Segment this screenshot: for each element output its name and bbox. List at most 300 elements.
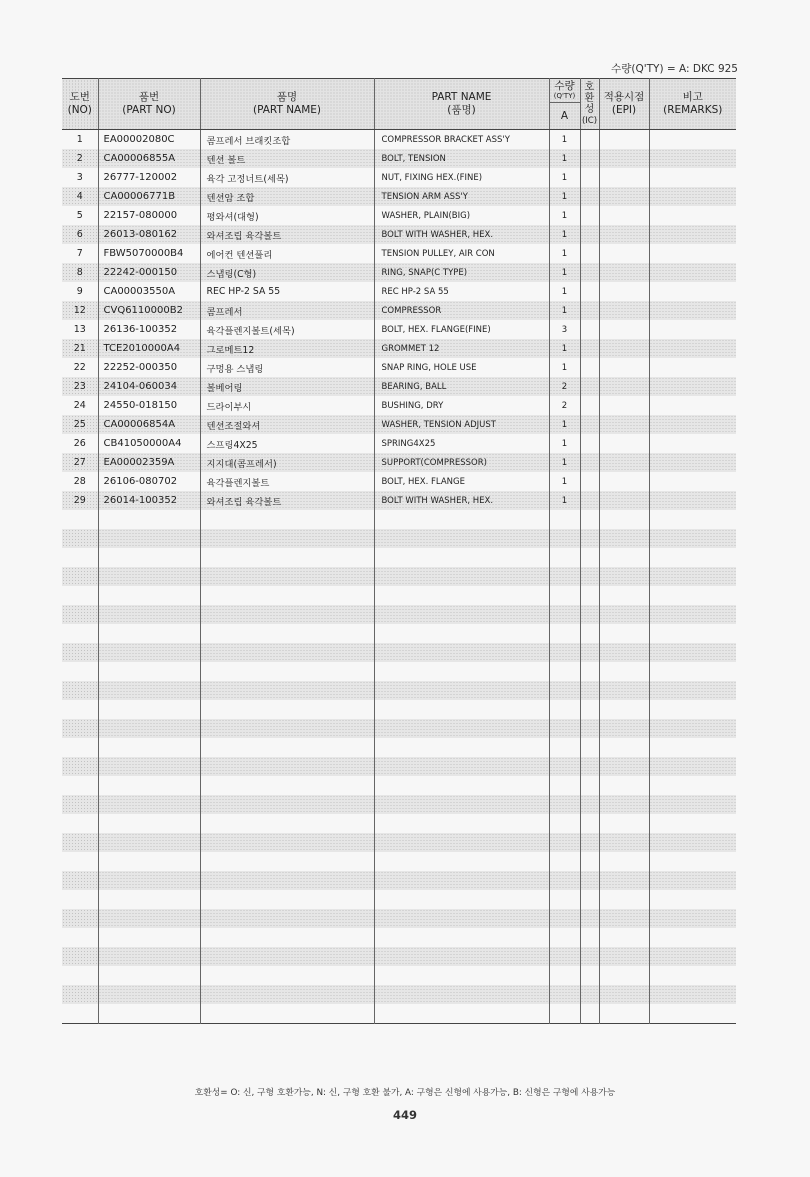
cell-ic [580, 548, 599, 567]
parts-table [62, 78, 736, 1024]
cell-epi [599, 890, 649, 909]
cell-part-name-kr [200, 871, 374, 890]
cell-part-no [98, 966, 200, 985]
cell-ic [580, 814, 599, 833]
cell-remarks [649, 510, 736, 529]
table-row [62, 453, 736, 472]
cell-remarks [649, 795, 736, 814]
cell-part-no: CA00003550A [98, 282, 200, 301]
cell-remarks [649, 833, 736, 852]
cell-part-name-kr: 스냅링(C형) [200, 263, 374, 282]
cell-part-no [98, 947, 200, 966]
cell-no: 2 [62, 149, 98, 168]
cell-part-name-en [374, 947, 549, 966]
cell-qty [549, 586, 580, 605]
table-row [62, 472, 736, 491]
cell-no [62, 662, 98, 681]
cell-part-name-kr [200, 548, 374, 567]
table-body [62, 130, 736, 1024]
cell-part-name-kr: 콤프레서 브래킷조합 [200, 130, 374, 150]
cell-part-name-en [374, 833, 549, 852]
cell-part-name-en: BOLT WITH WASHER, HEX. [374, 491, 549, 510]
cell-part-no [98, 567, 200, 586]
cell-ic [580, 434, 599, 453]
table-header [62, 79, 736, 130]
cell-part-name-kr: 지지대(콤프레서) [200, 453, 374, 472]
cell-part-no [98, 662, 200, 681]
cell-no: 9 [76, 286, 83, 297]
cell-ic [580, 472, 599, 491]
table-row [62, 548, 736, 567]
cell-part-name-en [374, 852, 549, 871]
cell-qty: 1 [549, 434, 580, 453]
cell-remarks [649, 586, 736, 605]
cell-qty: 1 [549, 149, 580, 168]
table-row [62, 339, 736, 358]
header-part-no-en: (PART NO) [122, 104, 176, 116]
cell-epi [599, 187, 649, 206]
cell-ic [580, 415, 599, 434]
cell-part-no: 26777-120002 [98, 168, 200, 187]
cell-part-name-en: BOLT, HEX. FLANGE(FINE) [374, 320, 549, 339]
cell-epi [599, 605, 649, 624]
header-epi-en: (EPI) [611, 104, 637, 116]
cell-remarks [649, 985, 736, 1004]
cell-part-name-kr [200, 852, 374, 871]
cell-no [62, 624, 98, 643]
table-row [62, 377, 736, 396]
cell-part-no: 24104-060034 [98, 377, 200, 396]
cell-part-name-kr [200, 738, 374, 757]
header-part-name-kr [200, 79, 374, 130]
cell-remarks [649, 263, 736, 282]
table-row [62, 605, 736, 624]
cell-part-name-kr [200, 1004, 374, 1024]
cell-ic [580, 586, 599, 605]
cell-no [62, 1004, 98, 1024]
cell-remarks [649, 206, 736, 225]
cell-part-name-en: BUSHING, DRY [374, 396, 549, 415]
cell-part-no [98, 605, 200, 624]
cell-remarks [649, 149, 736, 168]
cell-ic [580, 567, 599, 586]
cell-part-name-en [374, 966, 549, 985]
cell-part-no [98, 624, 200, 643]
cell-ic [580, 149, 599, 168]
cell-part-name-en: SPRING4X25 [374, 434, 549, 453]
cell-part-no: 26136-100352 [98, 320, 200, 339]
cell-ic [580, 377, 599, 396]
cell-epi [599, 149, 649, 168]
cell-part-name-en [374, 814, 549, 833]
cell-remarks [649, 358, 736, 377]
cell-no [62, 757, 98, 776]
table-row [62, 928, 736, 947]
cell-no [62, 548, 98, 567]
cell-part-no [98, 833, 200, 852]
cell-part-no: CA00006855A [98, 149, 200, 168]
cell-epi [599, 795, 649, 814]
cell-part-name-kr: 평와셔(대형) [200, 206, 374, 225]
cell-ic [580, 985, 599, 1004]
table-row [62, 947, 736, 966]
cell-remarks [649, 814, 736, 833]
cell-qty [549, 548, 580, 567]
cell-part-name-en [374, 548, 549, 567]
cell-part-no [98, 1004, 200, 1024]
cell-part-name-kr [200, 624, 374, 643]
cell-part-name-en: BOLT, TENSION [374, 149, 549, 168]
header-ic-kr: 호 환 성 [584, 81, 595, 115]
cell-part-name-kr: 와셔조립 육각볼트 [200, 491, 374, 510]
quantity-model-note: 수량(Q'TY) = A: DKC 925 [611, 63, 738, 75]
cell-epi [599, 282, 649, 301]
cell-part-no [98, 757, 200, 776]
cell-epi [599, 852, 649, 871]
cell-part-no: 24550-018150 [98, 396, 200, 415]
cell-part-name-en [374, 529, 549, 548]
cell-no: 12 [62, 301, 98, 320]
table-row [62, 244, 736, 263]
cell-ic [580, 681, 599, 700]
cell-remarks [649, 757, 736, 776]
cell-qty [549, 738, 580, 757]
header-qty-en: (Q'TY) [550, 92, 580, 103]
cell-remarks [649, 605, 736, 624]
table-row [62, 643, 736, 662]
cell-part-name-en [374, 643, 549, 662]
cell-ic [580, 795, 599, 814]
cell-qty: 1 [549, 415, 580, 434]
cell-qty: 1 [549, 358, 580, 377]
cell-part-name-kr: 그로메트12 [200, 339, 374, 358]
cell-ic [580, 358, 599, 377]
header-no-kr: 도번 [69, 91, 90, 103]
cell-part-name-kr: 육각 고정너트(세목) [200, 168, 374, 187]
cell-remarks [649, 548, 736, 567]
cell-part-name-en: RING, SNAP(C TYPE) [374, 263, 549, 282]
cell-epi [599, 719, 649, 738]
cell-no: 4 [62, 187, 98, 206]
table-row [62, 206, 736, 225]
cell-ic [580, 909, 599, 928]
cell-part-name-en [374, 719, 549, 738]
cell-part-no [98, 852, 200, 871]
table-row [62, 434, 736, 453]
cell-no [62, 966, 98, 985]
cell-part-no [98, 643, 200, 662]
cell-no [62, 681, 98, 700]
cell-epi [599, 947, 649, 966]
cell-ic [580, 529, 599, 548]
cell-epi [599, 700, 649, 719]
cell-part-name-kr [200, 567, 374, 586]
cell-no: 29 [62, 491, 98, 510]
cell-remarks [649, 681, 736, 700]
cell-ic [580, 339, 599, 358]
cell-part-name-en: WASHER, TENSION ADJUST [374, 415, 549, 434]
cell-qty [549, 681, 580, 700]
cell-epi [599, 662, 649, 681]
cell-ic [580, 244, 599, 263]
cell-ic [580, 757, 599, 776]
cell-epi [599, 624, 649, 643]
table-row [62, 985, 736, 1004]
cell-part-no [98, 814, 200, 833]
cell-epi [599, 586, 649, 605]
cell-epi [599, 681, 649, 700]
cell-part-no [98, 776, 200, 795]
cell-part-name-en: SNAP RING, HOLE USE [374, 358, 549, 377]
cell-ic [580, 624, 599, 643]
cell-remarks [649, 301, 736, 320]
cell-no [62, 833, 98, 852]
cell-part-name-en [374, 700, 549, 719]
table-row [62, 700, 736, 719]
cell-part-name-kr: 콤프레서 [200, 301, 374, 320]
cell-part-name-en: WASHER, PLAIN(BIG) [374, 206, 549, 225]
cell-part-name-en [374, 662, 549, 681]
cell-part-name-en [374, 985, 549, 1004]
cell-qty [549, 833, 580, 852]
table-row [62, 757, 736, 776]
cell-part-name-en [374, 738, 549, 757]
cell-ic [580, 605, 599, 624]
cell-remarks [649, 662, 736, 681]
cell-part-name-kr [200, 529, 374, 548]
cell-epi [599, 871, 649, 890]
cell-part-name-kr [200, 662, 374, 681]
table-row [62, 966, 736, 985]
table-row [62, 225, 736, 244]
cell-remarks [649, 244, 736, 263]
cell-no: 8 [62, 263, 98, 282]
table-row [62, 624, 736, 643]
header-ic [580, 79, 599, 130]
cell-qty [549, 700, 580, 719]
cell-no [62, 586, 98, 605]
cell-remarks [649, 339, 736, 358]
cell-part-name-en [374, 605, 549, 624]
cell-qty [549, 757, 580, 776]
cell-remarks [649, 966, 736, 985]
cell-qty [549, 985, 580, 1004]
cell-part-no: TCE2010000A4 [98, 339, 200, 358]
cell-part-name-kr [200, 947, 374, 966]
cell-remarks [649, 909, 736, 928]
cell-part-name-en [374, 757, 549, 776]
table-row [62, 130, 736, 150]
cell-epi [599, 643, 649, 662]
cell-part-no [98, 928, 200, 947]
cell-remarks [649, 396, 736, 415]
cell-ic [580, 282, 599, 301]
cell-part-name-kr [200, 966, 374, 985]
cell-part-name-kr [200, 776, 374, 795]
cell-ic [580, 871, 599, 890]
cell-part-no: 26106-080702 [98, 472, 200, 491]
cell-no: 6 [62, 225, 98, 244]
cell-part-name-kr [200, 814, 374, 833]
header-ic-en: (IC) [581, 115, 598, 126]
cell-ic [580, 301, 599, 320]
table-row [62, 301, 736, 320]
cell-part-name-kr [200, 928, 374, 947]
header-kname-kr: 품명 [276, 91, 298, 103]
cell-qty: 1 [549, 206, 580, 225]
cell-qty: 1 [549, 263, 580, 282]
header-no [62, 79, 98, 130]
cell-part-no [98, 890, 200, 909]
cell-remarks [649, 225, 736, 244]
cell-epi [599, 814, 649, 833]
cell-no [62, 795, 98, 814]
table-row [62, 567, 736, 586]
cell-epi [599, 1004, 649, 1024]
cell-epi [599, 529, 649, 548]
cell-qty [549, 909, 580, 928]
table-row [62, 890, 736, 909]
cell-remarks [649, 1004, 736, 1024]
header-part-no-kr: 품번 [138, 91, 160, 103]
cell-epi [599, 453, 649, 472]
cell-qty [549, 529, 580, 548]
cell-no: 1 [76, 134, 83, 145]
cell-epi [599, 757, 649, 776]
cell-qty [549, 567, 580, 586]
cell-ic [580, 738, 599, 757]
cell-epi [599, 966, 649, 985]
cell-epi [599, 320, 649, 339]
table-row [62, 1004, 736, 1024]
cell-part-no: 22157-080000 [98, 206, 200, 225]
cell-no [62, 567, 98, 586]
cell-remarks [649, 377, 736, 396]
cell-part-name-kr [200, 909, 374, 928]
cell-ic [580, 643, 599, 662]
cell-part-no [98, 529, 200, 548]
cell-epi [599, 396, 649, 415]
cell-no [62, 643, 98, 662]
table-row [62, 320, 736, 339]
cell-epi [599, 909, 649, 928]
cell-ic [580, 776, 599, 795]
cell-epi [599, 263, 649, 282]
cell-remarks [649, 700, 736, 719]
cell-no: 23 [62, 377, 98, 396]
cell-remarks [649, 852, 736, 871]
table-row [62, 187, 736, 206]
cell-part-name-en: TENSION PULLEY, AIR CON [374, 244, 549, 263]
cell-epi [599, 833, 649, 852]
cell-no: 5 [76, 210, 83, 221]
cell-part-name-kr [200, 719, 374, 738]
cell-no [62, 890, 98, 909]
cell-no: 21 [62, 339, 98, 358]
cell-part-name-kr [200, 890, 374, 909]
cell-remarks [649, 282, 736, 301]
cell-part-no [98, 681, 200, 700]
cell-ic [580, 491, 599, 510]
cell-no: 25 [62, 415, 98, 434]
table-row [62, 719, 736, 738]
cell-epi [599, 985, 649, 1004]
cell-ic [580, 966, 599, 985]
cell-part-no [98, 719, 200, 738]
cell-qty [549, 605, 580, 624]
header-row [62, 79, 736, 130]
header-no-en: (NO) [67, 104, 92, 116]
cell-remarks [649, 890, 736, 909]
cell-part-name-en: BEARING, BALL [374, 377, 549, 396]
cell-part-name-kr: REC HP-2 SA 55 [200, 282, 374, 301]
cell-no [62, 510, 98, 529]
cell-remarks [649, 529, 736, 548]
cell-ic [580, 225, 599, 244]
cell-part-name-en [374, 776, 549, 795]
cell-part-name-en: REC HP-2 SA 55 [374, 282, 549, 301]
table-row [62, 415, 736, 434]
cell-qty: 1 [549, 168, 580, 187]
cell-epi [599, 168, 649, 187]
cell-part-name-kr: 텐션 볼트 [200, 149, 374, 168]
cell-part-no [98, 985, 200, 1004]
cell-ic [580, 1004, 599, 1024]
cell-epi [599, 434, 649, 453]
cell-remarks [649, 738, 736, 757]
cell-epi [599, 206, 649, 225]
cell-part-no: CVQ6110000B2 [98, 301, 200, 320]
cell-no: 28 [73, 476, 86, 487]
cell-remarks [649, 187, 736, 206]
cell-qty [549, 776, 580, 795]
table-row [62, 263, 736, 282]
cell-epi [599, 339, 649, 358]
cell-part-no: EA00002080C [98, 130, 200, 150]
cell-qty: 3 [549, 320, 580, 339]
cell-ic [580, 453, 599, 472]
header-epi-kr: 적용시점 [603, 91, 645, 103]
cell-qty [549, 643, 580, 662]
cell-qty [549, 947, 580, 966]
cell-qty [549, 662, 580, 681]
cell-remarks [649, 130, 736, 150]
cell-no [62, 871, 98, 890]
cell-epi [599, 510, 649, 529]
cell-epi [599, 548, 649, 567]
cell-qty: 1 [549, 301, 580, 320]
cell-part-name-en: BOLT, HEX. FLANGE [374, 472, 549, 491]
cell-no: 22 [73, 362, 86, 373]
cell-ic [580, 947, 599, 966]
cell-remarks [649, 491, 736, 510]
cell-part-no [98, 510, 200, 529]
table-row [62, 282, 736, 301]
cell-part-no [98, 548, 200, 567]
cell-no: 24 [73, 400, 86, 411]
table-row [62, 396, 736, 415]
cell-part-name-en [374, 890, 549, 909]
table-row [62, 833, 736, 852]
table-row [62, 776, 736, 795]
cell-ic [580, 396, 599, 415]
cell-part-name-en: GROMMET 12 [374, 339, 549, 358]
cell-part-name-en [374, 871, 549, 890]
cell-part-name-kr: 볼베어링 [200, 377, 374, 396]
cell-remarks [649, 472, 736, 491]
page-number: 449 [392, 1108, 417, 1122]
cell-part-no: 22252-000350 [98, 358, 200, 377]
